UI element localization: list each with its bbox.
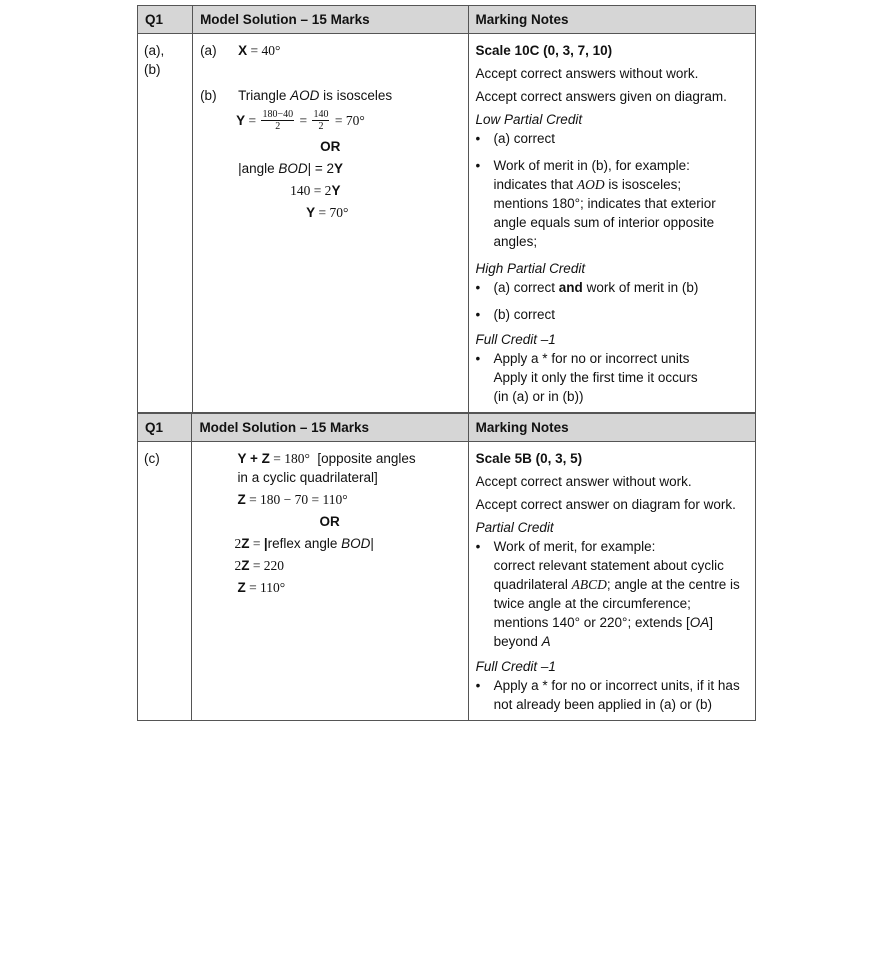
list-item: • (a) correct and work of merit in (b): [475, 280, 699, 295]
bullet-icon: •: [475, 307, 481, 322]
bullet-icon: •: [475, 131, 481, 146]
solution-line-1: Y + Z = 180° [opposite angles: [237, 451, 416, 466]
bullet-icon: •: [475, 280, 481, 295]
solution-line-2: in a cyclic quadrilateral]: [237, 470, 378, 485]
solution-fraction-line: Y = $\frac{180-40}{2}$ = $\frac{140}{2}$ = 70°: [236, 108, 365, 132]
table-header-row: [138, 414, 756, 442]
list-item: • Apply a * for no or incorrect units Apply it only the first time it occurs (in (a) or in (b)): [475, 351, 698, 404]
header-model-solution: Model Solution – 15 Marks: [192, 414, 468, 442]
header-marking-notes: Marking Notes: [468, 414, 755, 442]
note-line: mentions 140° or 220°; extends [OA]: [493, 615, 714, 630]
bullet-icon: •: [475, 158, 481, 173]
bullet-icon: •: [475, 678, 481, 693]
solution-line-3: Z = 180 − 70 = 110°: [237, 492, 348, 507]
fraction-2: $\frac{140}{2}$: [313, 108, 329, 132]
high-partial-credit-title: High Partial Credit: [475, 261, 586, 276]
header-marking-notes: Marking Notes: [468, 6, 755, 34]
table-row: [138, 442, 756, 721]
solution-angle-line: |angle BOD| = 2Y: [238, 161, 344, 176]
or-separator: OR: [319, 514, 340, 529]
question-label-c: (c): [144, 451, 160, 466]
header-question: Q1: [138, 414, 192, 442]
solution-part-a: (a) X = 40°: [200, 43, 281, 58]
header-question: Q1: [138, 6, 193, 34]
note-line: quadrilateral ABCD; angle at the centre is: [493, 577, 740, 592]
marking-notes-cell: [468, 442, 755, 721]
note-line: beyond A: [493, 634, 551, 649]
solution-eq-140: 140 = 2Y: [290, 183, 341, 198]
model-solution-cell: [193, 34, 468, 413]
model-solution-cell: [192, 442, 468, 721]
solution-part-b-statement: (b) Triangle AOD is isosceles: [200, 88, 393, 103]
bullet-icon: •: [475, 351, 481, 366]
solution-line-5: 2Z = 220: [234, 558, 285, 573]
list-item: • Work of merit in (b), for example: indicates that AOD is isosceles; mentions 180°; indicates that exterior angle equals sum of interior opposite angles;: [476, 156, 748, 251]
partial-credit-title: Partial Credit: [475, 520, 554, 535]
solution-line-4: 2Z = |reflex angle BOD|: [234, 536, 374, 551]
scale-label: Scale 5B (0, 3, 5): [475, 451, 583, 466]
marking-notes-cell: [468, 34, 755, 413]
bullet-icon: •: [475, 539, 481, 554]
full-credit-title: Full Credit –1: [475, 659, 556, 674]
list-item: • (a) correct: [475, 131, 556, 146]
marking-table-c: [137, 413, 756, 721]
scale-label: Scale 10C (0, 3, 7, 10): [475, 43, 613, 58]
accept-note-1: Accept correct answers without work.: [475, 66, 699, 81]
table-header-row: [138, 6, 756, 34]
question-label-cell: [138, 442, 192, 721]
or-separator: OR: [320, 139, 341, 154]
accept-note-2: Accept correct answer on diagram for work.: [475, 497, 736, 512]
question-label-b: (b): [144, 62, 161, 77]
solution-line-6: Z = 110°: [237, 580, 286, 595]
table-row: [138, 34, 756, 413]
low-partial-credit-title: Low Partial Credit: [475, 112, 583, 127]
list-item: • (b) correct: [475, 307, 556, 322]
list-item: • Apply a * for no or incorrect units, if it has not already been applied in (a) or (b): [475, 678, 740, 712]
full-credit-title: Full Credit –1: [475, 332, 556, 347]
accept-note-1: Accept correct answer without work.: [475, 474, 692, 489]
accept-note-2: Accept correct answers given on diagram.: [475, 89, 727, 104]
question-label-a: (a),: [144, 43, 165, 58]
fraction-1: $\frac{180-40}{2}$: [262, 108, 294, 132]
header-model-solution: Model Solution – 15 Marks: [193, 6, 468, 34]
marking-table-ab: [137, 5, 756, 413]
note-line: indicates that AOD is isosceles;: [493, 177, 682, 192]
list-item: • Work of merit, for example: correct relevant statement about cyclic quadrilateral ABCD; angle at the centre is twice angle at the circumference; mentions 140° or 220°; extends [OA] beyond A: [476, 537, 748, 651]
solution-final-y: Y = 70°: [306, 205, 349, 220]
question-label-cell: [138, 34, 193, 413]
